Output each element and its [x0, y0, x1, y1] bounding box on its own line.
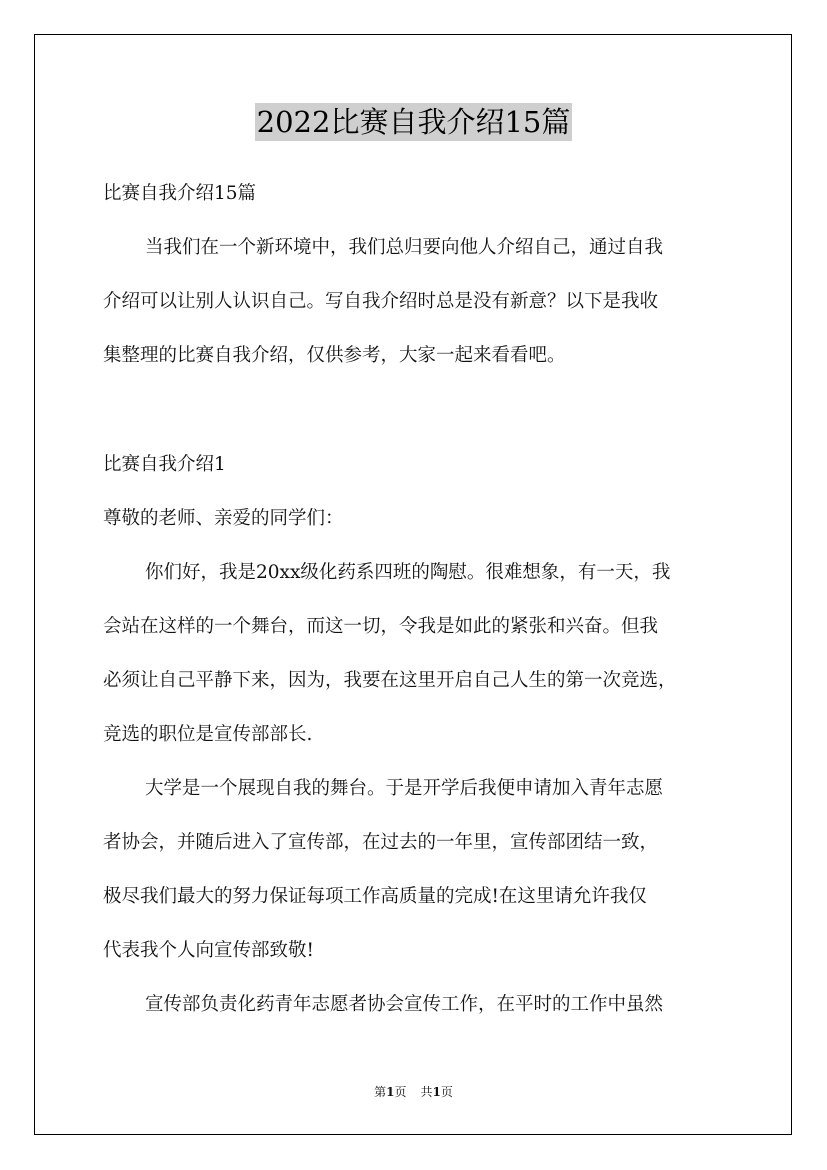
total-prefix: 共 — [420, 1085, 433, 1099]
salutation: 尊敬的老师、亲爱的同学们： — [103, 508, 344, 529]
paragraph-line: 竞选的职位是宣传部部长. — [103, 724, 313, 745]
page-suffix: 页 — [394, 1085, 407, 1099]
page-total: 1 — [432, 1085, 441, 1099]
page-footer — [0, 1084, 827, 1100]
document-title: 2022比赛自我介绍15篇 — [256, 105, 571, 139]
paragraph-line: 你们好，我是20xx级化药系四班的陶慰。很难想象，有一天，我 — [145, 562, 671, 583]
intro-line: 集整理的比赛自我介绍，仅供参考，大家一起来看看吧。 — [103, 345, 566, 366]
paragraph-line: 会站在这样的一个舞台，而这一切，令我是如此的紧张和兴奋。但我 — [103, 616, 659, 637]
section-heading: 比赛自我介绍1 — [103, 454, 226, 475]
page-prefix: 第 — [374, 1085, 387, 1099]
paragraph-line: 大学是一个展现自我的舞台。于是开学后我便申请加入青年志愿 — [145, 778, 664, 799]
subtitle: 比赛自我介绍15篇 — [103, 183, 257, 204]
paragraph-line: 宣传部负责化药青年志愿者协会宣传工作，在平时的工作中虽然 — [145, 994, 664, 1015]
title-container — [0, 103, 827, 141]
paragraph-line: 者协会，并随后进入了宣传部，在过去的一年里，宣传部团结一致， — [103, 832, 659, 853]
intro-line: 当我们在一个新环境中，我们总归要向他人介绍自己，通过自我 — [145, 237, 664, 258]
paragraph-line: 代表我个人向宣传部致敬! — [103, 940, 314, 961]
page-current: 1 — [386, 1085, 395, 1099]
paragraph-line: 必须让自己平静下来，因为，我要在这里开启自己人生的第一次竞选， — [103, 670, 677, 691]
total-suffix: 页 — [440, 1085, 453, 1099]
paragraph-line: 极尽我们最大的努力保证每项工作高质量的完成!在这里请允许我仅 — [103, 886, 647, 907]
intro-line: 介绍可以让别人认识自己。写自我介绍时总是没有新意？以下是我收 — [103, 291, 659, 312]
